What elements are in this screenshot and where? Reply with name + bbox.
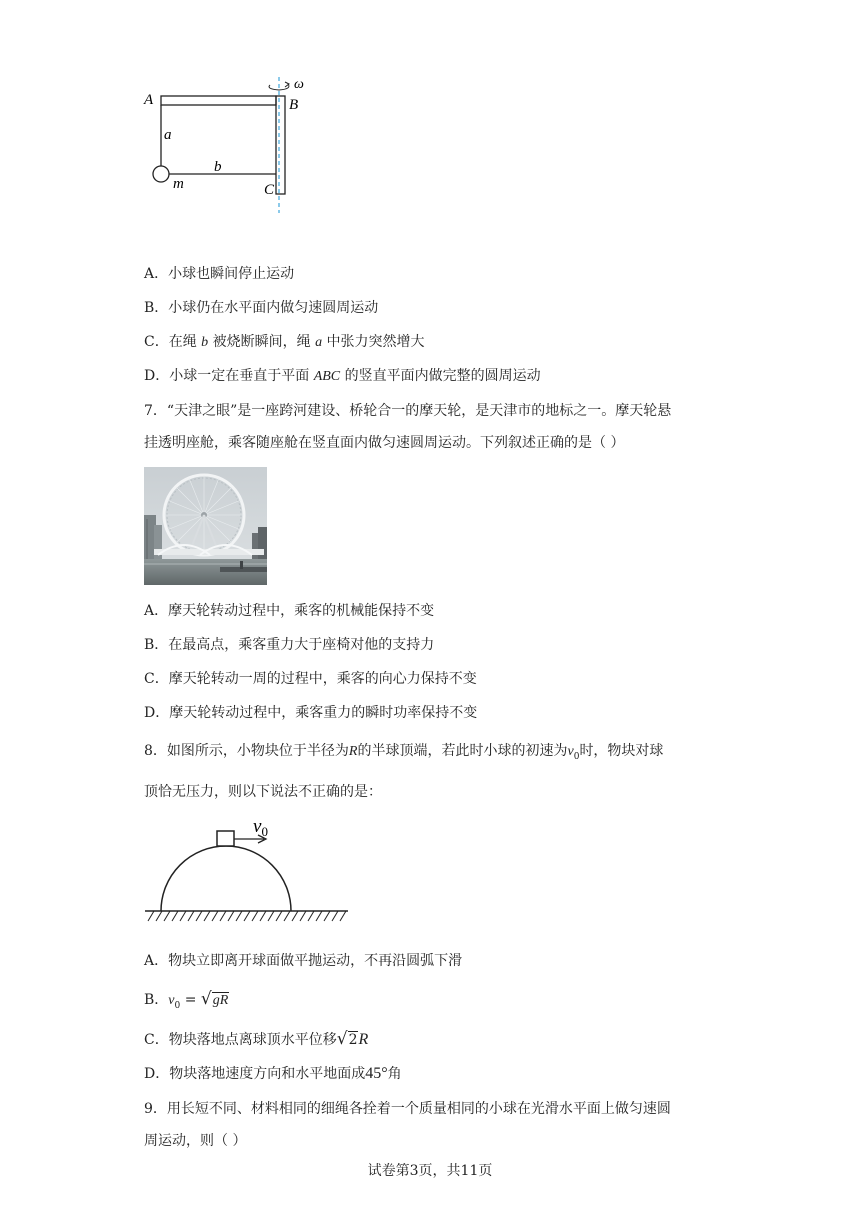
label-b: b [214, 159, 222, 175]
q6-option-b: B．小球仍在水平面内做匀速圆周运动 [144, 300, 379, 316]
label-m: m [173, 176, 184, 192]
q6-option-d-post: 的竖直平面内做完整的圆周运动 [340, 368, 541, 384]
q8-stem-mid: 的半球顶端，若此时小球的初速为 [357, 743, 568, 759]
q9-stem-line2: 周运动，则（ ） [144, 1133, 247, 1149]
label-v0 [253, 816, 268, 839]
q8-option-d [144, 1064, 402, 1084]
q7-option-c: C．摩天轮转动一周的过程中，乘客的向心力保持不变 [144, 671, 477, 687]
q8-option-b-radicand: gR [212, 993, 229, 1008]
q8-option-d-angle: 45° [365, 1065, 388, 1082]
q8-option-c-R: R [358, 1031, 369, 1048]
q8-option-b [144, 989, 229, 1016]
q7-option-b: B．在最高点，乘客重力大于座椅对他的支持力 [144, 637, 435, 653]
sqrt-icon: √ [200, 989, 212, 1009]
q8-option-b-v: v [168, 993, 175, 1008]
q6-option-a: A．小球也瞬间停止运动 [144, 266, 295, 282]
q7-option-d: D．摩天轮转动过程中，乘客重力的瞬时功率保持不变 [144, 705, 478, 721]
sqrt-icon: √ [336, 1029, 348, 1049]
q7-option-a: A．摩天轮转动过程中，乘客的机械能保持不变 [144, 603, 435, 619]
q8-stem-post: 时，物块对球 [579, 743, 664, 759]
q8-stem-line2: 顶恰无压力，则以下说法不正确的是： [144, 784, 382, 800]
q8-option-b-eq: = [180, 992, 201, 1008]
label-C: C [264, 182, 275, 198]
page-footer: 试卷第3页，共11页 [367, 1163, 493, 1179]
q7-stem-line1: 7．“天津之眼”是一座跨河建设、桥轮合一的摩天轮，是天津市的地标之一。摩天轮悬 [144, 403, 672, 419]
q6-option-d-pre: D．小球一定在垂直于平面 [144, 368, 314, 384]
hemisphere-figure [140, 815, 355, 925]
q8-stem-pre: 8．如图所示，小物块位于半径为 [144, 743, 349, 759]
rotating-frame-figure [140, 75, 320, 215]
q6-option-d [144, 366, 541, 387]
q7-stem-line2: 挂透明座舱，乘客随座舱在竖直面内做匀速圆周运动。下列叙述正确的是（ ） [144, 435, 625, 451]
q8-option-d-post: 角 [387, 1066, 402, 1082]
label-a: a [164, 127, 172, 143]
q6-option-c-pre: C．在绳 [144, 334, 202, 350]
q8-stem-line1 [144, 741, 663, 767]
q6-option-c [144, 332, 425, 353]
label-B: B [289, 97, 299, 113]
q6-option-d-var: ABC [313, 369, 341, 384]
label-v0-sub: 0 [261, 824, 268, 839]
q9-stem-line1: 9．用长短不同、材料相同的细绳各拴着一个质量相同的小球在光滑水平面上做匀速圆 [144, 1101, 671, 1117]
label-A: A [144, 92, 154, 108]
q8-stem-v: v [567, 744, 574, 759]
q8-option-d-pre: D．物块落地速度方向和水平地面成 [144, 1066, 366, 1082]
q8-option-c-radicand: 2 [348, 1032, 358, 1048]
q8-stem-v-sub: 0 [573, 751, 580, 762]
q8-option-c-pre: C．物块落地点离球顶水平位移 [144, 1032, 337, 1048]
q8-option-c [144, 1029, 368, 1050]
q8-option-b-sub: 0 [174, 1000, 181, 1011]
ferris-wheel-photo [144, 467, 267, 585]
q8-stem-R: R [348, 744, 358, 759]
q6-option-c-var-a: a [315, 335, 323, 350]
q6-option-c-post: 中张力突然增大 [322, 334, 425, 350]
q6-option-c-var-b: b [201, 335, 209, 350]
q8-option-a: A．物块立即离开球面做平抛运动，不再沿圆弧下滑 [144, 953, 463, 969]
q8-option-b-pre: B． [144, 992, 169, 1008]
label-v0-main: v [253, 816, 262, 837]
label-omega: ω [294, 77, 304, 92]
q6-option-c-mid: 被烧断瞬间，绳 [208, 334, 316, 350]
